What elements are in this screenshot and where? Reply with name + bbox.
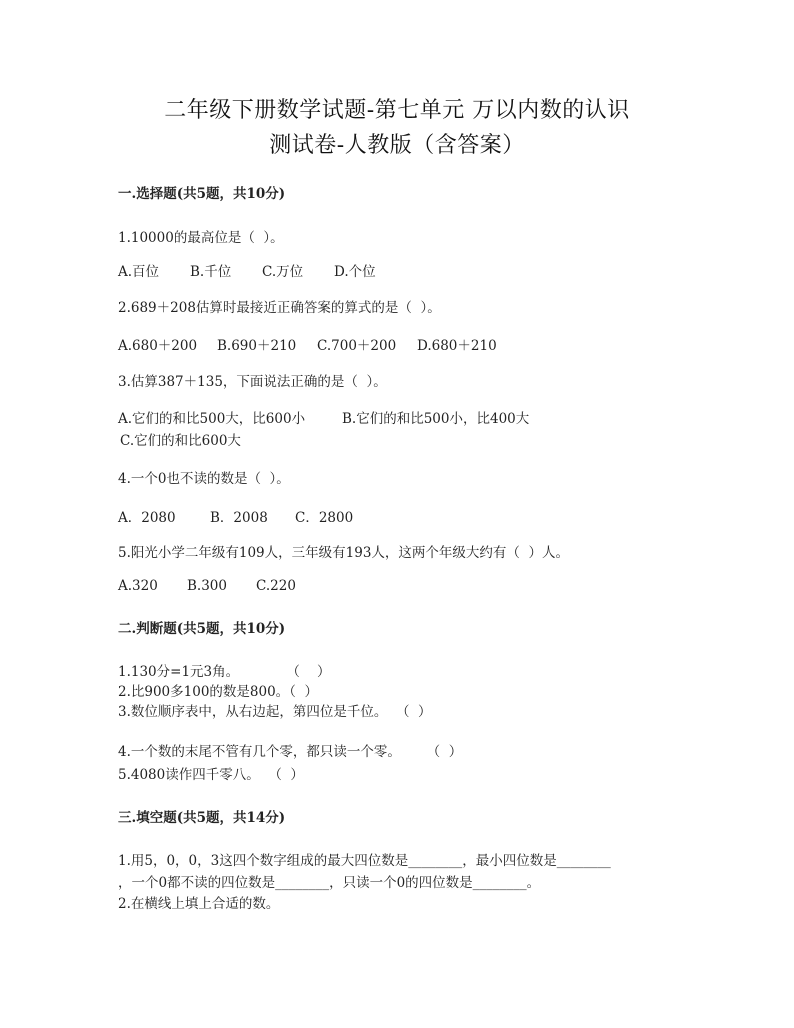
option-2b: B.690＋210 xyxy=(217,338,297,354)
option-1c: C.万位 xyxy=(262,264,304,280)
option-3c: C.它们的和比600大 xyxy=(120,433,241,449)
question-4: 4.一个0也不读的数是（ ）。 xyxy=(118,471,290,487)
option-1a: A.百位 xyxy=(118,264,160,280)
option-3b: B.它们的和比500小，比400大 xyxy=(342,411,530,427)
fill-question-1-line1: 1.用5，0，0，3这四个数字组成的最大四位数是________，最小四位数是________ xyxy=(118,853,611,869)
option-2a: A.680＋200 xyxy=(118,338,198,354)
section-heading-fill: 三.填空题(共5题，共14分) xyxy=(118,810,286,826)
question-2: 2.689＋208估算时最接近正确答案的算式的是（ ）。 xyxy=(118,300,441,316)
judgment-item-2: 2.比900多100的数是800。（ ） xyxy=(118,684,319,700)
judgment-item-1: 1.130分=1元3角。 （ ） xyxy=(118,664,331,680)
option-5a: A.320 xyxy=(118,578,158,594)
option-5b: B.300 xyxy=(187,578,227,594)
option-4a: A．2080 xyxy=(118,510,176,526)
option-4b: B．2008 xyxy=(210,510,268,526)
question-1: 1.10000的最高位是（ ）。 xyxy=(118,230,284,246)
question-5: 5.阳光小学二年级有109人，三年级有193人，这两个年级大约有（ ）人。 xyxy=(118,545,569,561)
question-3: 3.估算387＋135，下面说法正确的是（ ）。 xyxy=(118,374,387,390)
fill-question-1-line2: ，一个0都不读的四位数是________，只读一个0的四位数是________。 xyxy=(118,875,541,891)
judgment-item-4: 4.一个数的末尾不管有几个零，都只读一个零。 （ ） xyxy=(118,744,463,760)
option-3a: A.它们的和比500大，比600小 xyxy=(118,411,306,427)
option-4c: C．2800 xyxy=(295,510,354,526)
document-title-line2: 测试卷-人教版（含答案） xyxy=(269,133,525,158)
section-heading-choice: 一.选择题(共5题，共10分) xyxy=(118,186,286,202)
option-5c: C.220 xyxy=(256,578,296,594)
section-heading-judgment: 二.判断题(共5题，共10分) xyxy=(118,621,286,637)
judgment-item-3: 3.数位顺序表中，从右边起，第四位是千位。 （ ） xyxy=(118,704,432,720)
option-1d: D.个位 xyxy=(334,264,376,280)
option-2c: C.700＋200 xyxy=(317,338,397,354)
option-1b: B.千位 xyxy=(190,264,232,280)
option-2d: D.680＋210 xyxy=(417,338,497,354)
fill-question-2: 2.在横线上填上合适的数。 xyxy=(118,896,280,912)
document-title-line1: 二年级下册数学试题-第七单元 万以内数的认识 xyxy=(164,98,630,123)
judgment-item-5: 5.4080读作四千零八。 （ ） xyxy=(118,767,304,783)
